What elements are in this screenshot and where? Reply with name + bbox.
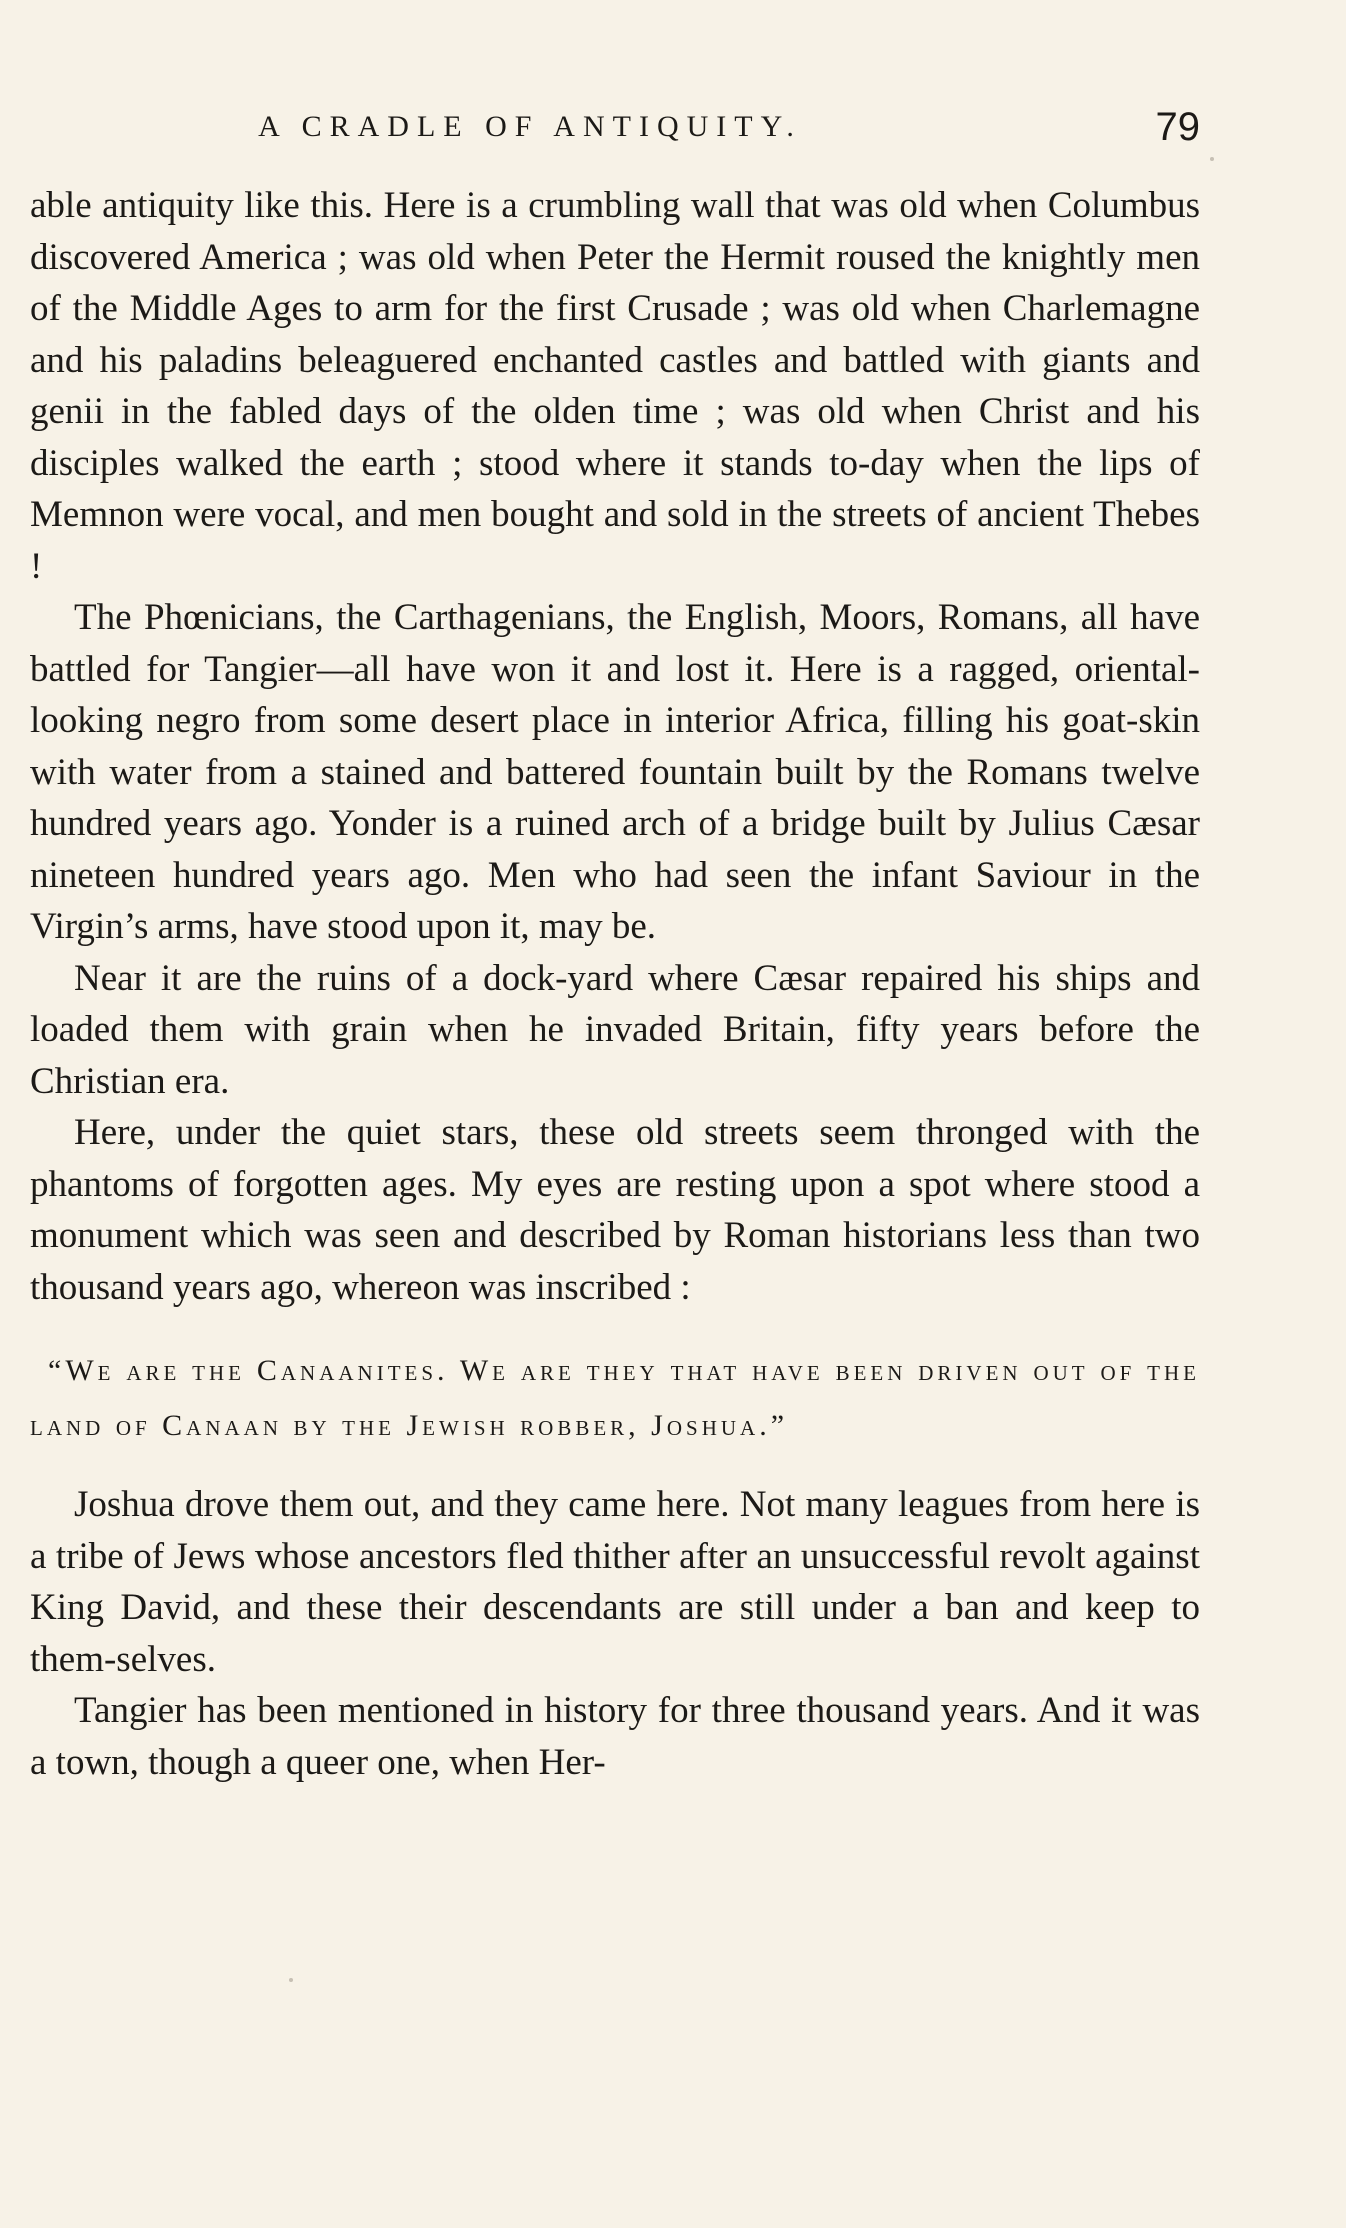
ink-speck bbox=[289, 1978, 293, 1982]
running-head bbox=[30, 102, 1200, 152]
paragraph-4: Here, under the quiet stars, these old streets seem thronged with the phantoms of forgotten ages. My eyes are resting upon a spot where stood a monument which was seen and described by Roman historians less than two thousand years ago, whereon was inscribed : bbox=[30, 1112, 1200, 1308]
inscription-quote: “We are the Canaanites. We are they that have been driven out of the land of Canaan by the Jewish robber, Joshua.” bbox=[30, 1354, 1200, 1442]
paragraph-6: Tangier has been mentioned in history for three thousand years. And it was a town, though a queer one, when Her- bbox=[30, 1690, 1200, 1783]
paragraph-1: able antiquity like this. Here is a crumbling wall that was old when Columbus discovered America ; was old when Peter the Hermit roused the knightly men of the Middle Ages to arm for the first Crusade ; was old when Charlemagne and his paladins beleaguered enchanted castles and battled with giants and genii in the fabled days of the olden time ; was old when Christ and his disciples walked the earth ; stood where it stands to-day when the lips of Memnon were vocal, and men bought and sold in the streets of ancient Thebes ! bbox=[30, 185, 1200, 587]
paragraph-3: Near it are the ruins of a dock-yard where Cæsar repaired his ships and loaded them with grain when he invaded Britain, fifty years before the Christian era. bbox=[30, 957, 1200, 1102]
paragraph-5: Joshua drove them out, and they came here. Not many leagues from here is a tribe of Jews whose ancestors fled thither after an unsuccessful revolt against King David, and these their descendants are still under a ban and keep to them-selves. bbox=[30, 1484, 1200, 1680]
paragraph-2: The Phœnicians, the Carthagenians, the English, Moors, Romans, all have battled for Tangier—all have won it and lost it. Here is a ragged, oriental-looking negro from some desert place in interior Africa, filling his goat-skin with water from a stained and battered fountain built by the Romans twelve hundred years ago. Yonder is a ruined arch of a bridge built by Julius Cæsar nineteen hundred years ago. Men who had seen the infant Saviour in the Virgin’s arms, have stood upon it, may be. bbox=[30, 597, 1200, 947]
running-title: A CRADLE OF ANTIQUITY. bbox=[258, 110, 802, 143]
ink-speck bbox=[1210, 157, 1214, 161]
page-number: 79 bbox=[1155, 105, 1200, 149]
page-body bbox=[30, 180, 1200, 1788]
